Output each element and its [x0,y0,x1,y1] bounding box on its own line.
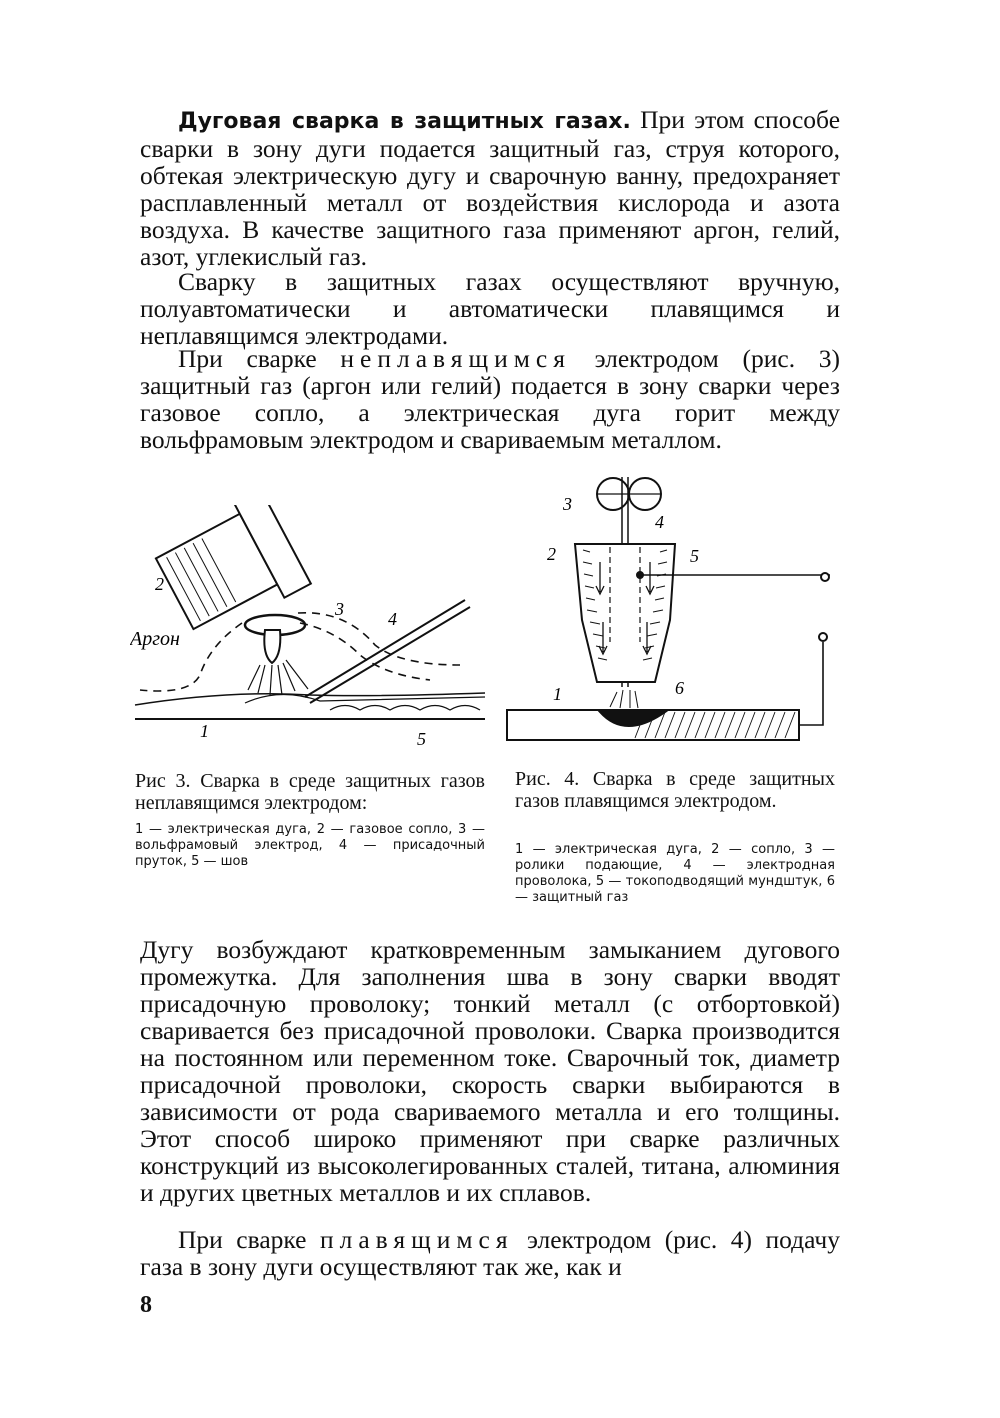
figure-4-caption-legend: 1 — электрическая дуга, 2 — сопло, 3 — ролики подающие, 4 — электродная проволока, 5 — токоподводящий мундштук, 6 — защитный газ [515,842,835,905]
figure-3-caption-legend: 1 — электрическая дуга, 2 — газовое сопло, 3 — вольфрамовый электрод, 4 — присадочный пруток, 5 — шов [135,822,485,869]
page-number: 8 [140,1292,152,1318]
figure-4-label-6: 6 [675,678,684,698]
p5-after: электродом (рис. 4) подачу газа в зону дуги осуществляют так же, как и [140,1225,840,1281]
paragraph-methods-text: Сварку в защитных газах осуществляют вручную, полуавтоматически и автоматически плавящимся и неплавящимся электродами. [140,267,840,350]
paragraph-methods [140,268,840,349]
figure-3-label-3: 3 [335,599,344,619]
figure-3-label-2: 2 [155,574,164,594]
section-heading: Дуговая сварка в защитных газах. [178,109,631,134]
figure-4-caption-title: Рис. 4. Сварка в среде защитных газов плавящимся электродом. [515,768,835,812]
paragraph-procedure [140,936,840,1206]
p5-before: При сварке [178,1225,307,1254]
p3-spaced-term: неплавящимся [340,344,571,373]
p3-before: При сварке [178,344,317,373]
p5-spaced-term: плавящимся [319,1225,514,1254]
figure-4-label-3: 3 [563,494,572,514]
figure-4-label-2: 2 [547,544,556,564]
p3-after: электродом (рис. 3) защитный газ (аргон или гелий) подается в зону сварки через газовое сопло, а электрическая дуга горит между вольфрамовым электродом и свариваемым металлом. [140,344,841,454]
figure-3-illustration [130,505,500,760]
figure-3-label-4: 4 [388,609,397,629]
paragraph-intro [140,106,840,270]
figure-4-label-5: 5 [690,546,699,566]
paragraph-consumable [140,1226,840,1280]
figure-4-label-1: 1 [553,684,562,704]
figure-3-label-5: 5 [417,729,426,749]
figure-4-illustration [505,472,840,752]
paragraph-nonconsumable [140,345,840,453]
figure-3-caption-title: Рис 3. Сварка в среде защитных газов неплавящимся электродом: [135,770,485,814]
paragraph-intro-text: При этом способе сварки в зону дуги подается защитный газ, струя которого, обтекая электрическую дугу и сварочную ванну, предохраняет расплавленный металл от воздействия кислорода и азота воздуха. В качестве защитного газа применяют аргон, гелий, азот, углекислый газ. [140,105,841,271]
figure-3-gas-label: Аргон [130,628,180,650]
figure-3-label-1: 1 [200,721,209,741]
paragraph-procedure-text: Дугу возбуждают кратковременным замыканием дугового промежутка. Для заполнения шва в зону сварки вводят присадочную проволоку; тонкий металл (с отбортовкой) сваривается без присадочной проволоки. Сварка производится на постоянном или переменном токе. Сварочный ток, диаметр присадочной проволоки, скорость сварки выбираются в зависимости от рода свариваемого металла и его толщины. Этот способ широко применяют при сварке различных конструкций из высоколегированных сталей, титана, алюминия и других цветных металлов и их сплавов. [140,935,840,1207]
figure-4-label-4: 4 [655,512,664,532]
